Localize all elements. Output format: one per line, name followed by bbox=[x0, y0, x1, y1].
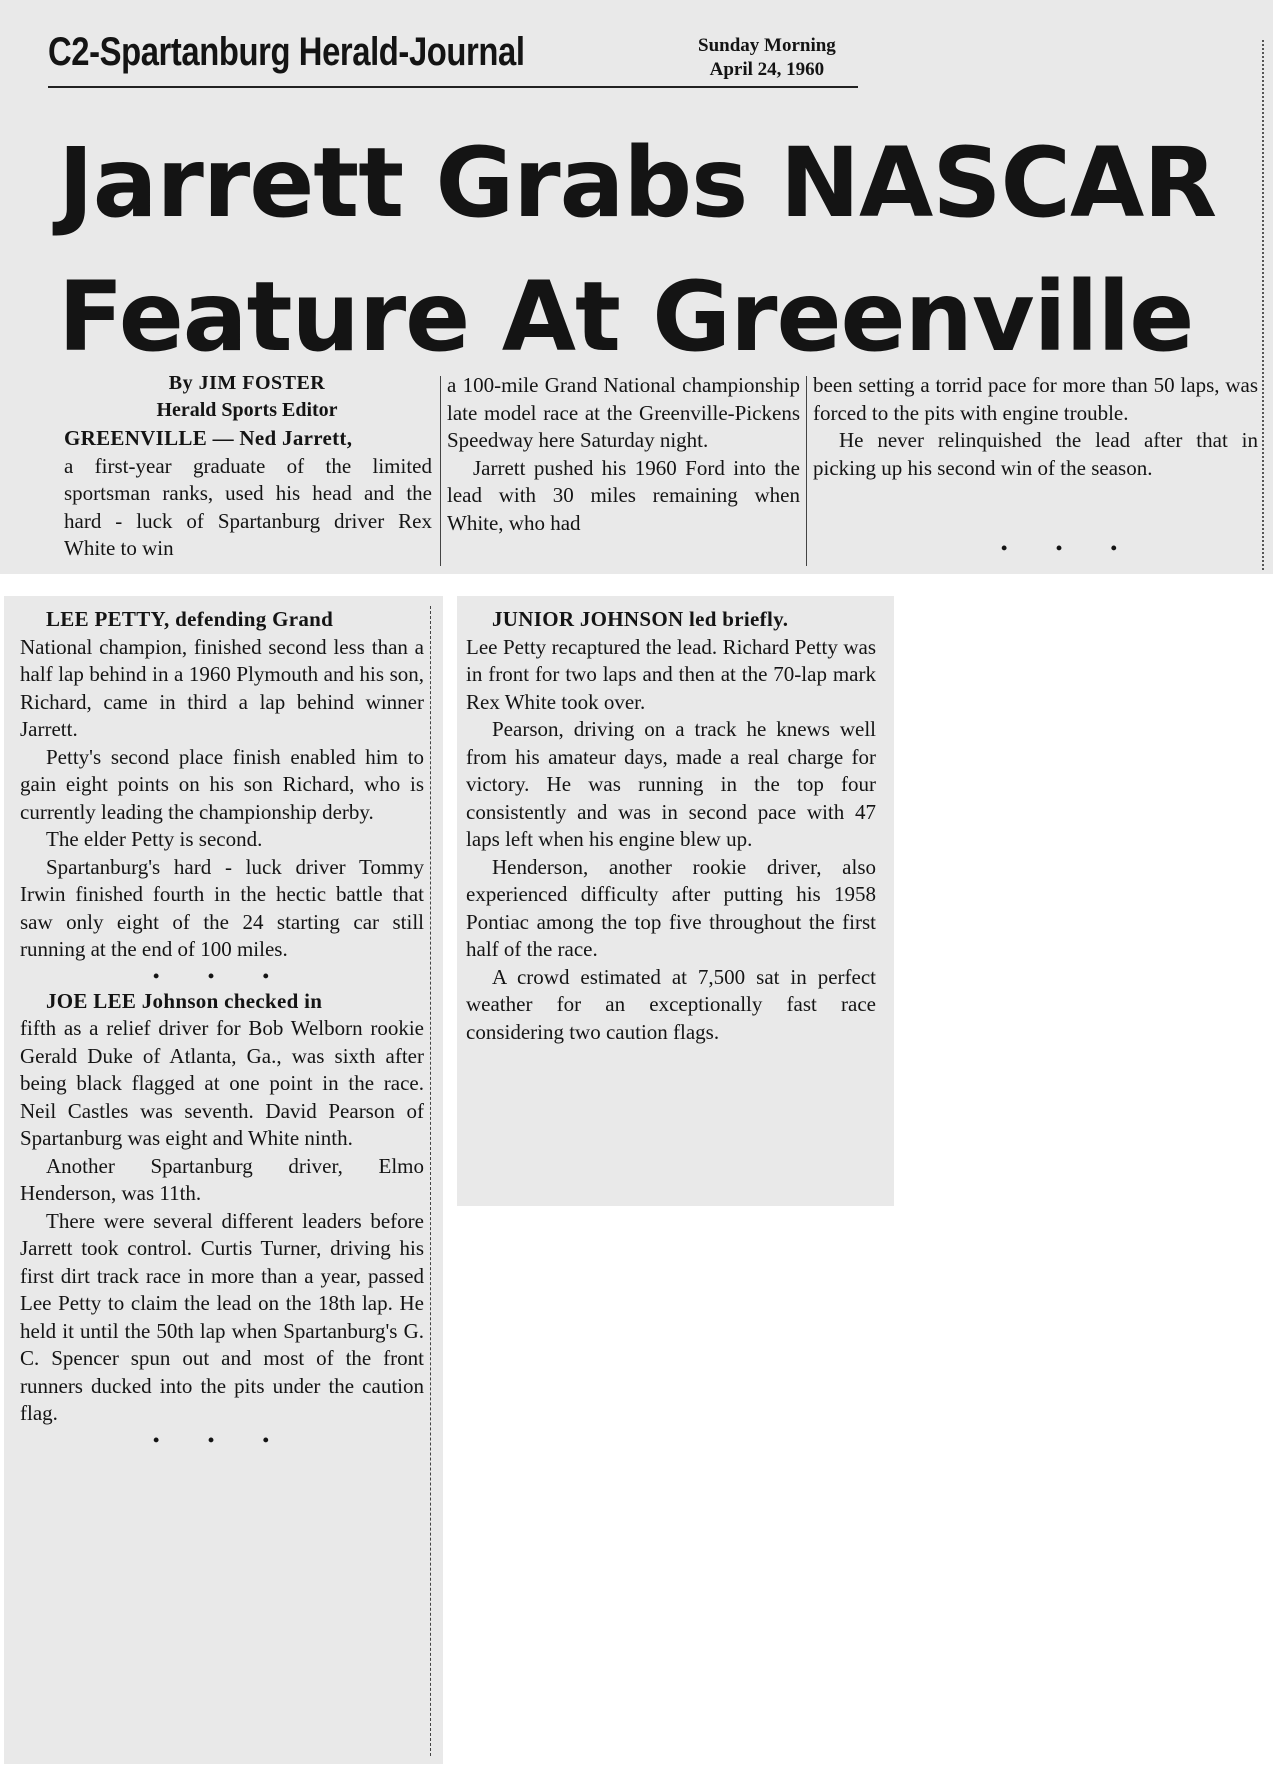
section-break: • • • bbox=[153, 1429, 291, 1450]
paragraph-lead: JUNIOR JOHNSON led briefly. bbox=[492, 607, 789, 631]
opening-paragraph-continued: a 100-mile Grand National championship late model race at the Greenville-Pickens Speedway here Saturday night. bbox=[447, 373, 800, 452]
paragraph: Another Spartanburg driver, Elmo Henderson, was 11th. bbox=[20, 1153, 424, 1205]
paragraph: Petty's second place finish enabled him to gain eight points on his son Richard, who is currently leading the championship derby. bbox=[20, 744, 424, 824]
column-divider bbox=[806, 376, 807, 566]
paragraph: A crowd estimated at 7,500 sat in perfect weather for an exceptionally fast race considering two caution flags. bbox=[466, 964, 876, 1044]
section-break: • • • bbox=[153, 965, 291, 986]
byline-author: By JIM FOSTER bbox=[168, 372, 326, 394]
paragraph: Henderson, another rookie driver, also experienced difficulty after putting his 1958 Pontiac among the top five throughout the first half of the race. bbox=[466, 854, 876, 961]
column-rule bbox=[1262, 40, 1264, 570]
opening-paragraph-2: Jarrett pushed his 1960 Ford into the lead with 30 miles remaining when White, who had bbox=[447, 455, 800, 535]
paragraph: fifth as a relief driver for Bob Welborn rookie Gerald Duke of Atlanta, Ga., was sixth after being black flagged at one point in the race. Neil Castles was seventh. David Pearson of Spartanburg was eight and White ninth. bbox=[20, 1016, 424, 1150]
opening-column-1 bbox=[64, 425, 432, 563]
right-column bbox=[466, 606, 876, 1046]
opening-paragraph: a first-year graduate of the limited sportsman ranks, used his head and the hard - luck of Spartanburg driver Rex White to win bbox=[64, 453, 432, 560]
byline-title: Herald Sports Editor bbox=[156, 399, 338, 421]
paragraph-lead: JOE LEE Johnson checked in bbox=[46, 988, 323, 1013]
headline-line-2: Feature At Greenville bbox=[58, 261, 1194, 373]
opening-paragraph-2-continued: been setting a torrid pace for more than 50 laps, was forced to the pits with engine trouble. bbox=[813, 373, 1258, 425]
paragraph-lead: LEE PETTY, defending Grand bbox=[46, 607, 334, 631]
paragraph: Spartanburg's hard - luck driver Tommy Irwin finished fourth in the hectic battle that saw only eight of the 24 starting car still running at the end of 100 miles. bbox=[20, 854, 424, 961]
article-top-clipping bbox=[0, 0, 1273, 574]
opening-column-2 bbox=[447, 372, 800, 537]
paragraph: Pearson, driving on a track he knews well from his amateur days, made a real charge for victory. He was running in the top four consistently and was in second pace with 47 laps left when his engine blew up. bbox=[466, 717, 876, 851]
headline-line-1: Jarrett Grabs NASCAR bbox=[58, 127, 1217, 239]
column-divider bbox=[440, 376, 441, 566]
paragraph: There were several different leaders before Jarrett took control. Curtis Turner, driving his first dirt track race in more than a year, passed Lee Petty to claim the lead on the 18th lap. He held it until the 50th lap when Spartanburg's G. C. Spencer spun out and most of the front runners ducked into the pits under the caution flag. bbox=[20, 1208, 424, 1425]
headline bbox=[58, 116, 1216, 384]
section-break: • • • bbox=[1001, 538, 1139, 558]
byline bbox=[72, 370, 422, 424]
edition-date-line: April 24, 1960 bbox=[709, 59, 825, 80]
edition-day: Sunday Morning bbox=[698, 35, 836, 56]
edition-date bbox=[698, 34, 836, 82]
opening-column-3 bbox=[813, 372, 1258, 482]
paragraph: National champion, finished second less than a half lap behind in a 1960 Plymouth and his son, Richard, came in third a lap behind winner Jarrett. bbox=[20, 634, 424, 741]
left-column bbox=[20, 606, 424, 1452]
paragraph: Lee Petty recaptured the lead. Richard Petty was in front for two laps and then at the 70-lap mark Rex White took over. bbox=[466, 634, 876, 714]
column-divider bbox=[430, 606, 431, 1756]
masthead bbox=[48, 26, 858, 88]
paragraph: The elder Petty is second. bbox=[46, 827, 263, 851]
dateline: GREENVILLE — Ned Jarrett, bbox=[64, 426, 353, 450]
opening-paragraph-3: He never relinquished the lead after that in picking up his second win of the season. bbox=[813, 428, 1258, 480]
newspaper-name: C2-Spartanburg Herald-Journal bbox=[48, 30, 525, 74]
